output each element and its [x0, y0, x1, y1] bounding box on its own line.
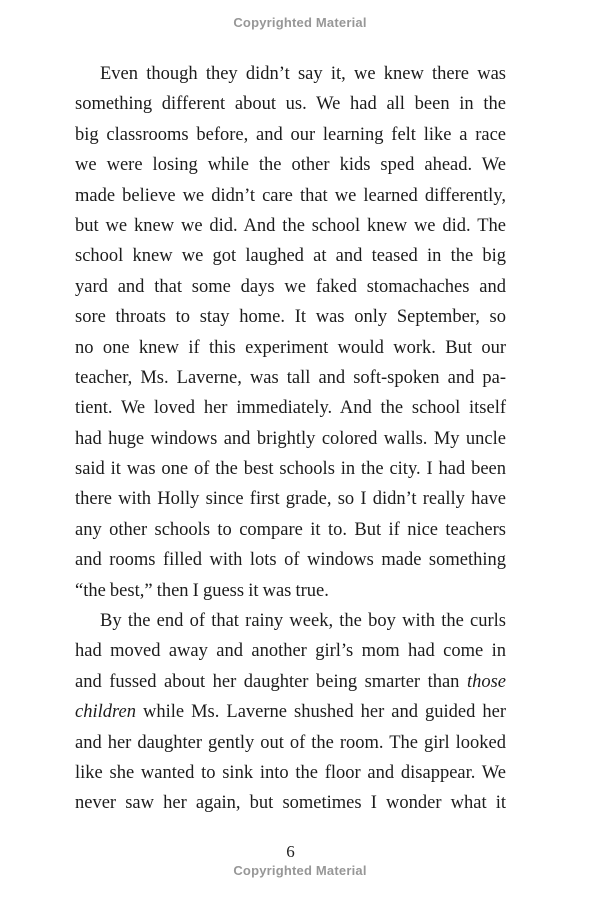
- text-segment: had moved away and another girl’s mom had come in: [75, 641, 506, 662]
- paragraph: [75, 606, 506, 819]
- text-segment: never saw her again, but sometimes I wonder what it: [75, 793, 506, 814]
- text-line: [75, 150, 506, 180]
- text-line: [75, 363, 506, 393]
- text-line: [75, 393, 506, 423]
- text-segment: “the best,” then I guess it was true.: [75, 580, 329, 601]
- text-segment: and fussed about her daughter being smarter than: [75, 671, 467, 692]
- text-segment: had huge windows and brightly colored walls. My uncle: [75, 428, 506, 449]
- text-line: [75, 302, 506, 332]
- text-segment: Even though they didn’t say it, we knew there was: [100, 64, 506, 84]
- text-line: [75, 697, 506, 727]
- header-copyright-notice: Copyrighted Material: [233, 15, 367, 30]
- text-line: [75, 181, 506, 211]
- text-line: [75, 120, 506, 150]
- text-line: [75, 89, 506, 119]
- text-line: [75, 606, 506, 636]
- text-segment: like she wanted to sink into the floor and disappear. We: [75, 762, 506, 783]
- paragraph: [75, 59, 506, 606]
- text-segment: we were losing while the other kids sped ahead. We: [75, 155, 506, 176]
- text-line: [75, 667, 506, 697]
- text-line: [75, 728, 506, 758]
- text-line: [75, 59, 506, 89]
- text-segment: said it was one of the best schools in the city. I had been: [75, 459, 506, 480]
- text-line: [75, 576, 506, 606]
- footer-copyright-notice: Copyrighted Material: [233, 863, 367, 878]
- text-line: [75, 515, 506, 545]
- text-segment: school knew we got laughed at and teased in the big: [75, 246, 506, 267]
- text-line: [75, 211, 506, 241]
- text-segment: big classrooms before, and our learning felt like a race: [75, 124, 506, 145]
- text-line: [75, 758, 506, 788]
- text-segment: tient. We loved her immediately. And the school itself: [75, 398, 506, 419]
- text-segment: something different about us. We had all been in the: [75, 94, 506, 115]
- text-line: [75, 424, 506, 454]
- text-segment: no one knew if this experiment would work. But our: [75, 337, 506, 358]
- text-segment: sore throats to stay home. It was only September, so: [75, 307, 506, 328]
- page-text: [75, 59, 506, 819]
- italic-text-segment: children: [75, 702, 136, 723]
- text-segment: teacher, Ms. Laverne, was tall and soft-spoken and pa-: [75, 367, 506, 388]
- text-segment: but we knew we did. And the school knew we did. The: [75, 215, 506, 236]
- text-line: [75, 636, 506, 666]
- text-segment: any other schools to compare it to. But if nice teachers: [75, 519, 506, 540]
- text-line: [75, 788, 506, 818]
- text-line: [75, 241, 506, 271]
- text-segment: By the end of that rainy week, the boy with the curls: [100, 611, 506, 632]
- page-number: 6: [286, 842, 295, 861]
- text-segment: there with Holly since first grade, so I didn’t really have: [75, 489, 506, 510]
- text-line: [75, 333, 506, 363]
- text-segment: yard and that some days we faked stomachaches and: [75, 276, 506, 297]
- text-segment: while Ms. Laverne shushed her and guided her: [135, 702, 506, 723]
- italic-text-segment: those: [466, 671, 506, 692]
- text-line: [75, 272, 506, 302]
- text-segment: made believe we didn’t care that we learned differently,: [75, 185, 506, 206]
- text-line: [75, 545, 506, 575]
- text-segment: and her daughter gently out of the room. The girl looked: [75, 732, 506, 753]
- text-segment: and rooms filled with lots of windows made something: [75, 550, 506, 571]
- text-line: [75, 454, 506, 484]
- text-line: [75, 484, 506, 514]
